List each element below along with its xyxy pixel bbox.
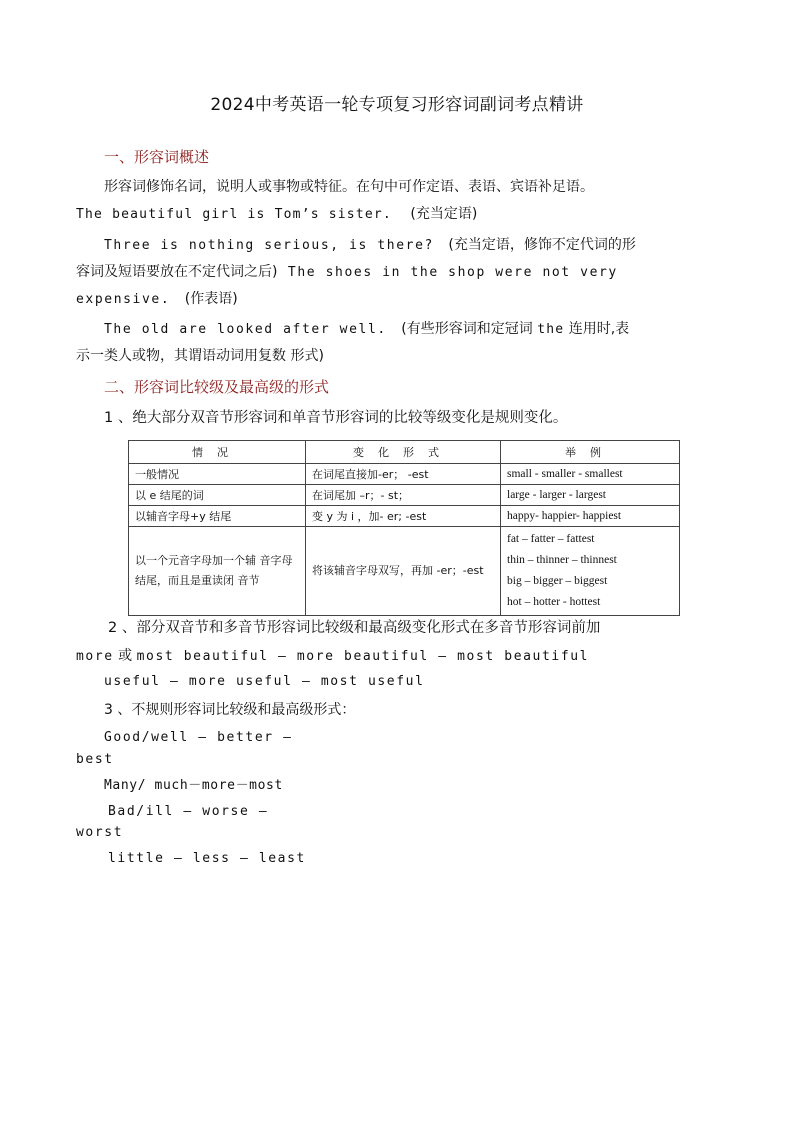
rule-1: 1 、绝大部分双音节形容词和单音节形容词的比较等级变化是规则变化。 — [104, 410, 568, 426]
example-line: big – bigger – biggest — [507, 575, 608, 587]
comparative-rules-table — [128, 440, 680, 616]
example-2 — [104, 235, 636, 256]
table-cell-case: 一般情况 — [129, 464, 306, 485]
page-title: 2024中考英语一轮专项复习形容词副词考点精讲 — [210, 95, 584, 115]
table-header: 情况 — [129, 441, 306, 464]
example-4-note-continued: 示一类人或物，其谓语动词用复数 形式) — [76, 348, 324, 364]
example-2-continued — [76, 262, 618, 283]
example-3-english-continued: expensive. — [76, 292, 171, 307]
example-2-note-continued: 容词及短语要放在不定代词之后) — [76, 264, 278, 280]
example-1 — [76, 204, 477, 225]
example-2-note: (充当定语，修饰不定代词的形 — [448, 237, 636, 253]
example-1-note: (充当定语) — [410, 206, 478, 222]
example-4-english: The old are looked after well. — [104, 322, 387, 337]
section-heading-comparative-forms: 二、形容词比较级及最高级的形式 — [104, 378, 330, 396]
example-3-note: (作表语) — [184, 291, 238, 307]
example-3-continued — [76, 289, 238, 310]
example-line: fat – fatter – fattest — [507, 533, 595, 545]
table-header: 变化形式 — [306, 441, 501, 464]
rule-2-or: 或 — [118, 648, 133, 664]
example-4 — [104, 319, 629, 340]
rule-2-continued — [76, 646, 589, 667]
table-row — [129, 464, 680, 485]
irregular-bad: Bad/ill – worse – — [108, 804, 269, 819]
table-cell-example: happy- happier- happiest — [501, 506, 680, 527]
example-1-english: The beautiful girl is Tom’s sister. — [76, 207, 392, 222]
example-4-note: (有些形容词和定冠词 — [401, 321, 533, 337]
table-cell-case: 以一个元音字母加一个辅 音字母结尾，而且是重读闭 音节 — [129, 527, 306, 616]
example-line: hot – hotter - hottest — [507, 596, 601, 608]
table-row — [129, 485, 680, 506]
table-cell-form: 在词尾加 –r；- st； — [306, 485, 501, 506]
section-heading-adjective-overview: 一、形容词概述 — [104, 148, 210, 166]
rule-2: 2 、部分双音节和多音节形容词比较级和最高级变化形式在多音节形容词前加 — [108, 620, 601, 636]
table-cell-form: 将该辅音字母双写，再加 -er；-est — [306, 527, 501, 616]
table-cell-example: large - larger - largest — [501, 485, 680, 506]
irregular-little: little – less – least — [108, 851, 306, 866]
table-cell-form: 在词尾直接加-er； -est — [306, 464, 501, 485]
example-3-english: The shoes in the shop were not very — [287, 265, 618, 280]
table-cell-case: 以辅音字母+y 结尾 — [129, 506, 306, 527]
table-header-row — [129, 441, 680, 464]
example-2-english: Three is nothing serious, is there? — [104, 238, 434, 253]
table-row — [129, 506, 680, 527]
rule-2-example-useful: useful – more useful – most useful — [104, 674, 425, 689]
table-header: 举例 — [501, 441, 680, 464]
example-4-note-b: 连用时,表 — [568, 321, 630, 337]
irregular-good: Good/well – better – — [104, 730, 293, 745]
table-cell-example — [501, 527, 680, 616]
irregular-bad-continued: worst — [76, 825, 124, 840]
irregular-many: Many/ much－more－most — [104, 778, 283, 793]
rule-3: 3 、不规则形容词比较级和最高级形式： — [104, 702, 356, 718]
table-cell-form: 变 y 为 i ，加- er; -est — [306, 506, 501, 527]
intro-text: 形容词修饰名词，说明人或事物或特征。在句中可作定语、表语、宾语补足语。 — [104, 179, 594, 195]
table-cell-case: 以 e 结尾的词 — [129, 485, 306, 506]
rule-2-more: more — [76, 649, 114, 664]
example-line: thin – thinner – thinnest — [507, 554, 617, 566]
table-cell-example: small - smaller - smallest — [501, 464, 680, 485]
table-row — [129, 527, 680, 616]
rule-2-example: most beautiful – more beautiful – most beautiful — [136, 649, 590, 664]
irregular-good-continued: best — [76, 752, 114, 767]
example-4-the: the — [537, 322, 565, 337]
